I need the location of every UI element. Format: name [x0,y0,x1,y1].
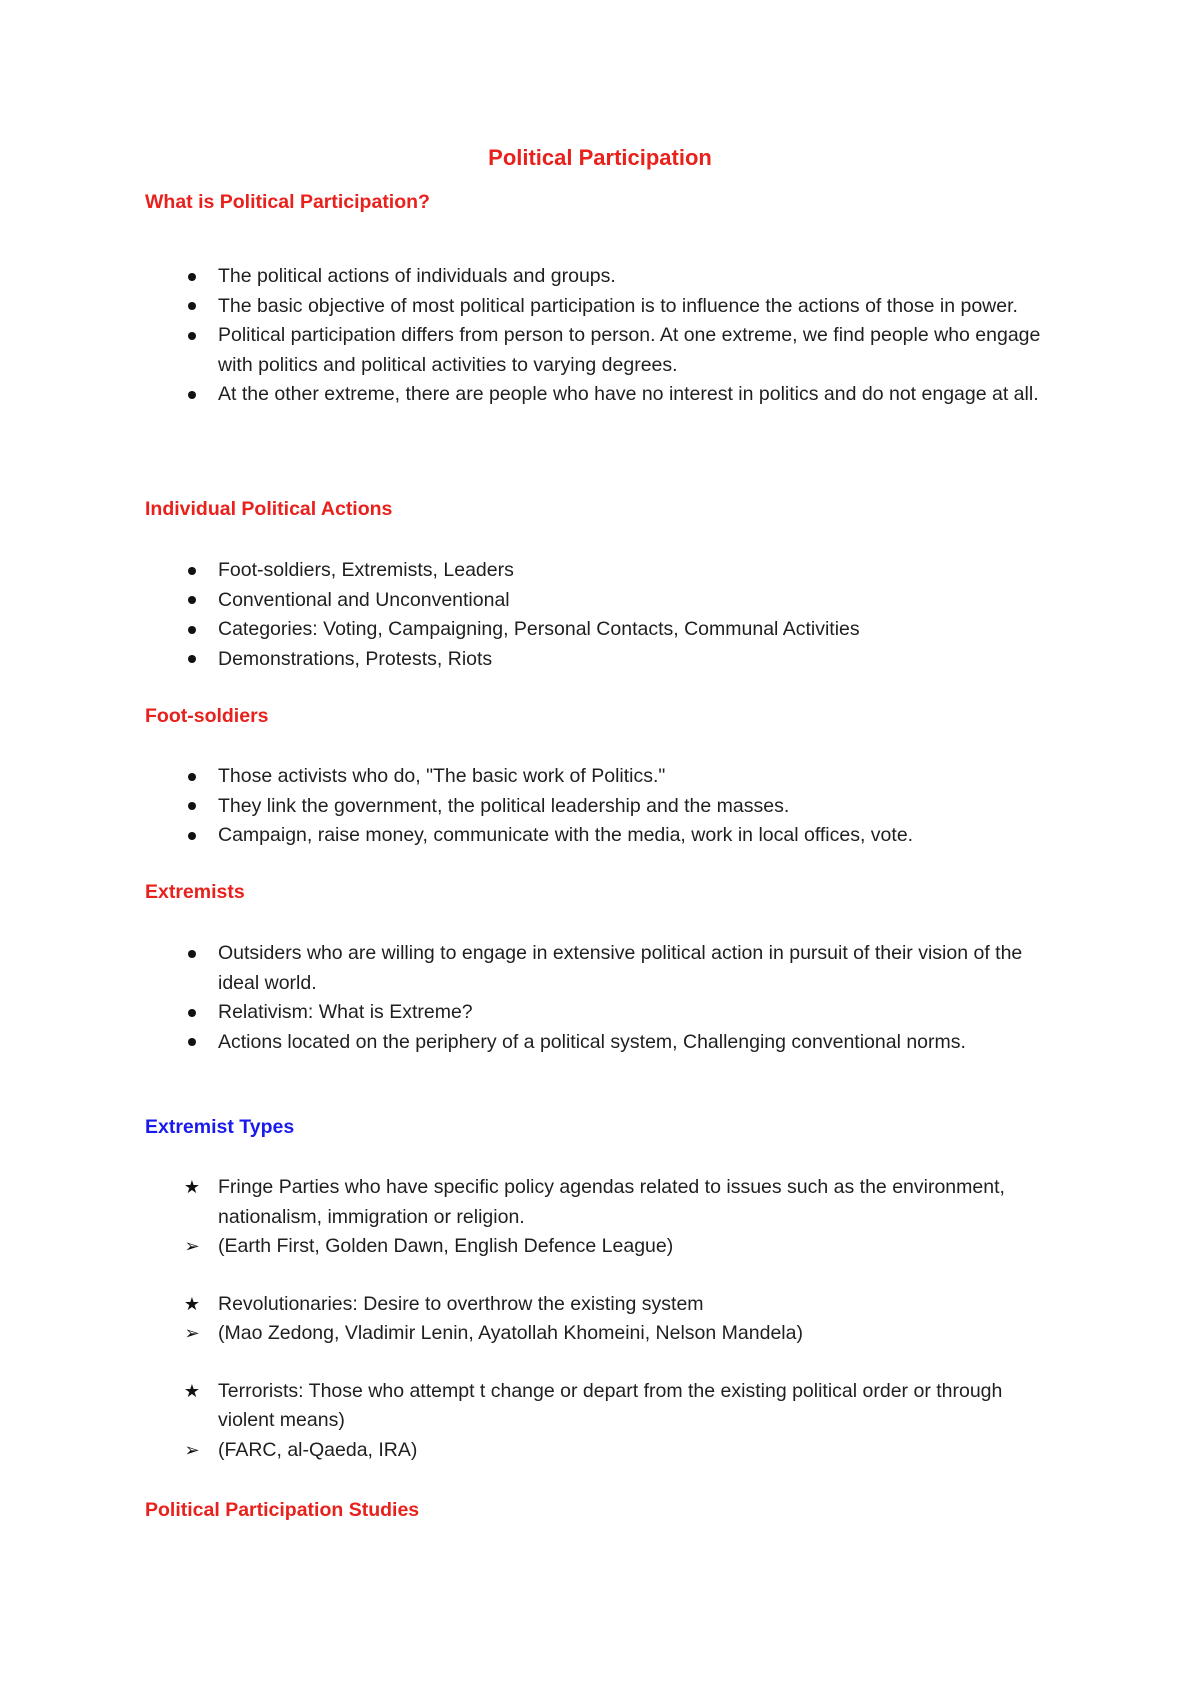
section-heading-studies: Political Participation Studies [145,1499,420,1521]
arrow-icon: ➢ [184,1439,200,1461]
section-heading-individual-actions: Individual Political Actions [145,498,393,520]
list-spacer [145,1349,1045,1377]
arrow-icon: ➢ [184,1236,200,1257]
extremists-bullet-list [145,939,1045,1057]
bullet-icon [181,998,203,1028]
extremist-types-list [145,1173,1045,1465]
list-item: Conventional and Unconventional [145,586,1045,616]
list-item: Campaign, raise money, communicate with the media, work in local offices, vote. [145,821,1045,851]
list-item: They link the government, the political leadership and the masses. [145,792,1045,822]
bullet-icon [181,792,203,822]
list-item: ➢ (Mao Zedong, Vladimir Lenin, Ayatollah Khomeini, Nelson Mandela) [145,1319,1045,1349]
bullet-icon [181,939,203,969]
foot-soldiers-bullet-list [145,762,1045,851]
section-heading-extremists: Extremists [145,881,245,903]
list-item: The basic objective of most political participation is to influence the actions of those in power. [145,292,1045,322]
bullet-icon [181,380,203,410]
section-heading-what-is: What is Political Participation? [145,191,430,213]
bullet-icon [181,262,203,292]
list-item: Demonstrations, Protests, Riots [145,645,1045,675]
bullet-icon [181,556,203,586]
list-item: Actions located on the periphery of a political system, Challenging conventional norms. [145,1028,1045,1058]
bullet-icon [181,821,203,851]
what-is-bullet-list [145,262,1045,410]
list-item: Those activists who do, "The basic work of Politics." [145,762,1045,792]
individual-actions-bullet-list [145,556,1045,674]
list-spacer [145,1262,1045,1290]
bullet-icon [181,292,203,322]
arrow-icon: ➢ [184,1323,200,1344]
section-heading-foot-soldiers: Foot-soldiers [145,705,269,727]
list-item: ★ Revolutionaries: Desire to overthrow the existing system [145,1290,1045,1320]
bullet-icon [181,586,203,616]
list-item: Categories: Voting, Campaigning, Personal Contacts, Communal Activities [145,615,1045,645]
bullet-icon [181,645,203,675]
list-item: Political participation differs from person to person. At one extreme, we find people who engage with politics and political activities to varying degrees. [145,321,1045,380]
list-item: The political actions of individuals and groups. [145,262,1045,292]
list-item: Relativism: What is Extreme? [145,998,1045,1028]
star-icon: ★ [183,1177,201,1198]
bullet-icon [181,321,203,351]
list-item: ➢ (Earth First, Golden Dawn, English Defence League) [145,1232,1045,1262]
document-title: Political Participation [488,145,712,170]
list-item: ➢ (FARC, al-Qaeda, IRA) [145,1436,1045,1466]
section-heading-extremist-types: Extremist Types [145,1116,295,1138]
bullet-icon [181,762,203,792]
list-item: Foot-soldiers, Extremists, Leaders [145,556,1045,586]
list-item: ★ Terrorists: Those who attempt t change or depart from the existing political order or through violent means) [145,1377,1045,1436]
bullet-icon [181,1028,203,1058]
list-item: At the other extreme, there are people who have no interest in politics and do not engage at all. [145,380,1045,410]
list-item: ★ Fringe Parties who have specific policy agendas related to issues such as the environment, nationalism, immigration or religion. [145,1173,1045,1232]
list-item: Outsiders who are willing to engage in extensive political action in pursuit of their vision of the ideal world. [145,939,1045,998]
bullet-icon [181,615,203,645]
star-icon: ★ [183,1293,201,1315]
star-icon: ★ [183,1380,201,1402]
